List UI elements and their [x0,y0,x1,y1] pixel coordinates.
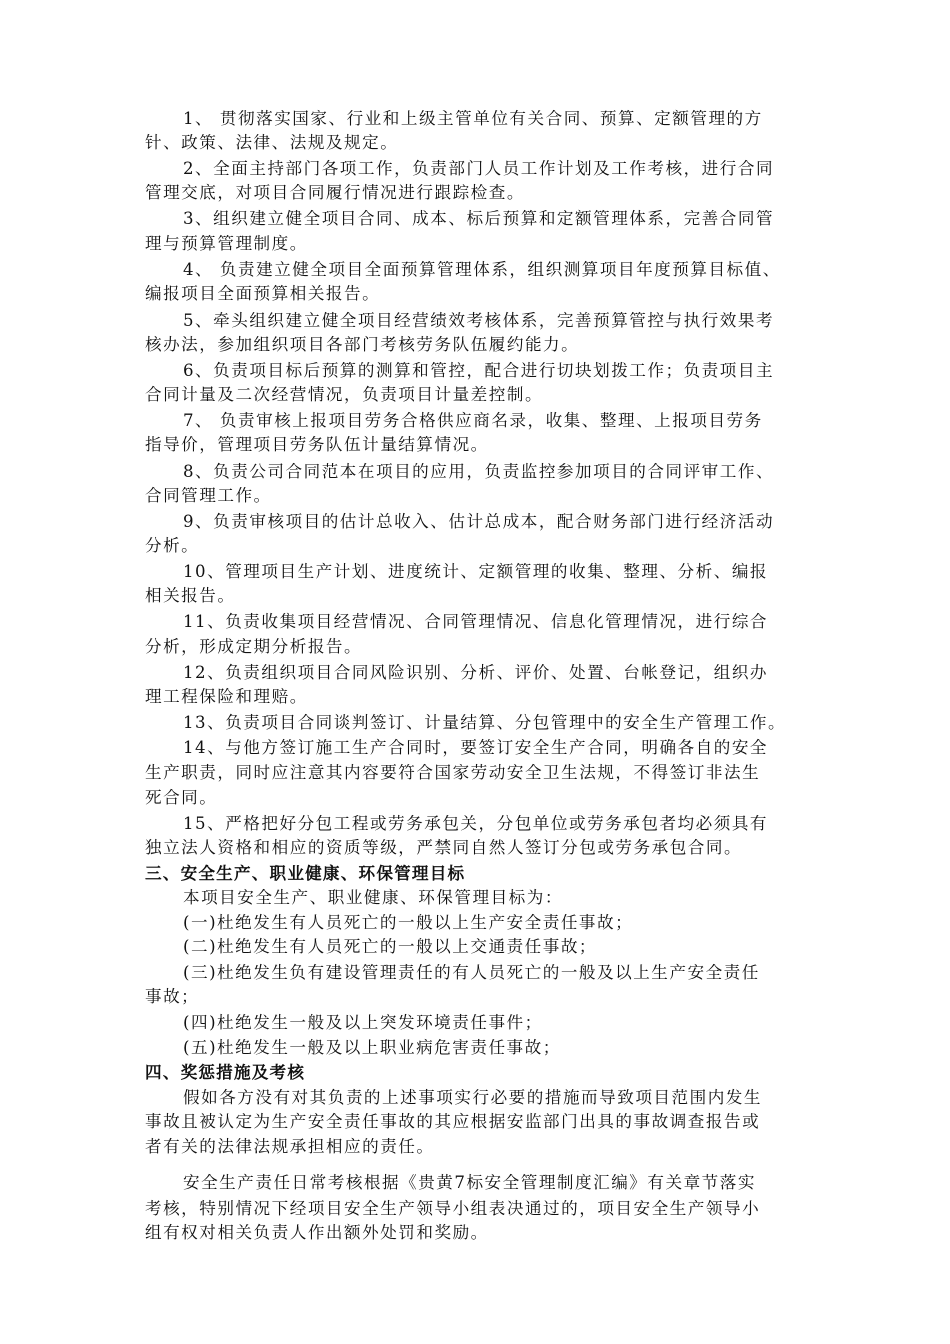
duty-item-2-line-1: 2、全面主持部门各项工作，负责部门人员工作计划及工作考核，进行合同 [183,159,775,178]
duty-item-10-line-1: 10、管理项目生产计划、进度统计、定额管理的收集、整理、分析、编报 [183,562,769,581]
penalty-para-1-line-2: 事故且被认定为生产安全责任事故的其应根据安监部门出具的事故调查报告或 [145,1112,761,1131]
duty-item-12-line-2: 理工程保险和理赔。 [145,687,308,706]
duty-item-8-line-1: 8、负责公司合同范本在项目的应用，负责监控参加项目的合同评审工作、 [183,462,775,481]
duty-item-1-line-2: 针、政策、法律、法规及规定。 [145,133,399,152]
duty-item-6-line-2: 合同计量及二次经营情况，负责项目计量差控制。 [145,385,544,404]
duty-item-5-line-1: 5、牵头组织建立健全项目经营绩效考核体系，完善预算管控与执行效果考 [183,311,775,330]
duty-item-7-line-1: 7、 负责审核上报项目劳务合格供应商名录，收集、整理、上报项目劳务 [183,411,763,430]
target-item-3-line-2: 事故； [145,987,200,1006]
duty-item-11-line-1: 11、负责收集项目经营情况、合同管理情况、信息化管理情况，进行综合 [183,612,769,631]
penalty-para-1-line-1: 假如各方没有对其负责的上述事项实行必要的措施而导致项目范围内发生 [183,1088,762,1107]
duty-item-1-line-1: 1、 贯彻落实国家、行业和上级主管单位有关合同、预算、定额管理的方 [183,109,763,128]
duty-item-2-line-2: 管理交底，对项目合同履行情况进行跟踪检查。 [145,183,525,202]
duty-item-3-line-2: 理与预算管理制度。 [145,234,308,253]
section-heading-4: 四、奖惩措施及考核 [145,1063,306,1082]
duty-item-9-line-1: 9、负责审核项目的估计总收入、估计总成本，配合财务部门进行经济活动 [183,512,775,531]
target-item-4: (四)杜绝发生一般及以上突发环境责任事件； [183,1013,543,1032]
duty-item-13-line-1: 13、负责项目合同谈判签订、计量结算、分包管理中的安全生产管理工作。 [183,713,787,732]
target-item-1: (一)杜绝发生有人员死亡的一般以上生产安全责任事故； [183,913,634,932]
duty-item-14-line-3: 死合同。 [145,788,218,807]
penalty-para-2-line-3: 组有权对相关负责人作出额外处罚和奖励。 [145,1223,489,1242]
penalty-para-2-line-2: 考核，特别情况下经项目安全生产领导小组表决通过的，项目安全生产领导小 [145,1199,761,1218]
target-item-2: (二)杜绝发生有人员死亡的一般以上交通责任事故； [183,937,598,956]
duty-item-11-line-2: 分析，形成定期分析报告。 [145,637,363,656]
duty-item-10-line-2: 相关报告。 [145,586,236,605]
penalty-para-2-line-1: 安全生产责任日常考核根据《贵黄7标安全管理制度汇编》有关章节落实 [183,1173,756,1192]
duty-item-4-line-1: 4、 负责建立健全项目全面预算管理体系，组织测算项目年度预算目标值、 [183,260,781,279]
duty-item-6-line-1: 6、负责项目标后预算的测算和管控，配合进行切块划拨工作；负责项目主 [183,361,775,380]
target-item-3-line-1: (三)杜绝发生负有建设管理责任的有人员死亡的一般及以上生产安全责任 [183,963,760,982]
duty-item-15-line-1: 15、严格把好分包工程或劳务承包关，分包单位或劳务承包者均必须具有 [183,814,769,833]
duty-item-14-line-1: 14、与他方签订施工生产合同时，要签订安全生产合同，明确各自的安全 [183,738,769,757]
penalty-para-1-line-3: 者有关的法律法规承担相应的责任。 [145,1137,435,1156]
target-item-5: (五)杜绝发生一般及以上职业病危害责任事故； [183,1038,561,1057]
duty-item-15-line-2: 独立法人资格和相应的资质等级，严禁同自然人签订分包或劳务承包合同。 [145,838,743,857]
duty-item-8-line-2: 合同管理工作。 [145,486,272,505]
duty-item-4-line-2: 编报项目全面预算相关报告。 [145,284,381,303]
duty-item-3-line-1: 3、组织建立健全项目合同、成本、标后预算和定额管理体系，完善合同管 [183,209,775,228]
duty-item-12-line-1: 12、负责组织项目合同风险识别、分析、评价、处置、台帐登记，组织办 [183,663,769,682]
duty-item-9-line-2: 分析。 [145,536,200,555]
target-intro: 本项目安全生产、职业健康、环保管理目标为： [183,888,563,907]
duty-item-7-line-2: 指导价，管理项目劳务队伍计量结算情况。 [145,435,489,454]
section-heading-3: 三、安全生产、职业健康、环保管理目标 [145,864,466,883]
duty-item-5-line-2: 核办法，参加组织项目各部门考核劳务队伍履约能力。 [145,335,580,354]
duty-item-14-line-2: 生产职责，同时应注意其内容要符合国家劳动安全卫生法规，不得签订非法生 [145,763,761,782]
